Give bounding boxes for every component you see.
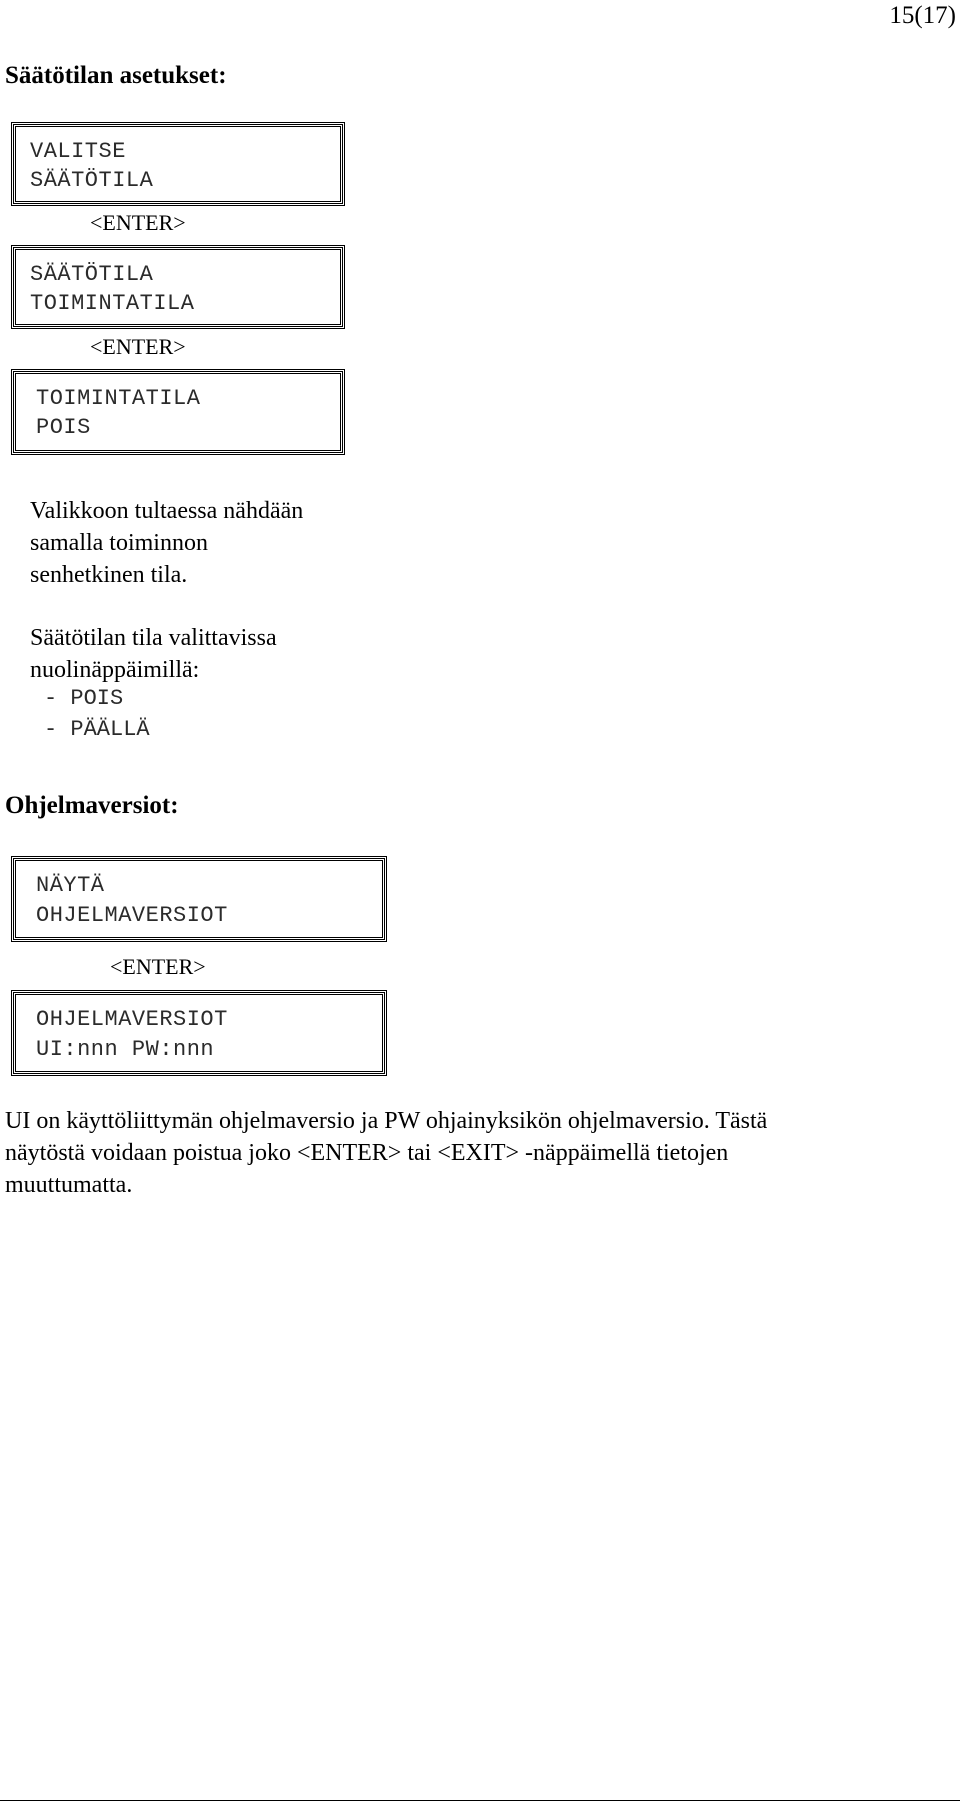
lcd-screen-valitse-saatotila [13, 124, 343, 204]
section-heading-ohjelmaversiot: Ohjelmaversiot: [5, 792, 179, 819]
lcd-line-1: NÄYTÄ [36, 873, 105, 898]
enter-key-label: <ENTER> [90, 334, 186, 359]
option-paalla: - PÄÄLLÄ [44, 717, 150, 742]
lcd-line-1: OHJELMAVERSIOT [36, 1007, 228, 1032]
description-line: UI on käyttöliittymän ohjelmaversio ja PW ohjainyksikön ohjelmaversio. Tästä [5, 1108, 768, 1134]
version-description [5, 1105, 955, 1201]
lcd-line-2: OHJELMAVERSIOT [36, 903, 228, 928]
enter-key-label: <ENTER> [90, 210, 186, 235]
lcd-line-1: VALITSE [30, 139, 126, 164]
note-line: samalla toiminnon [30, 530, 208, 556]
note-line: Säätötilan tila valittavissa [30, 625, 277, 651]
note-line: Valikkoon tultaessa nähdään [30, 498, 304, 524]
lcd-screen-toimintatila-pois [13, 371, 343, 453]
lcd-line-2: TOIMINTATILA [30, 291, 195, 316]
option-pois: - POIS [44, 686, 124, 711]
page-number: 15(17) [889, 2, 956, 29]
enter-key-label: <ENTER> [110, 954, 206, 979]
note-line: senhetkinen tila. [30, 562, 188, 588]
description-line: näytöstä voidaan poistua joko <ENTER> tai <EXIT> -näppäimellä tietojen [5, 1140, 729, 1166]
footer-rule [0, 1800, 960, 1801]
lcd-screen-nayta-ohjelmaversiot [13, 858, 385, 940]
lcd-screen-ohjelmaversiot-ui-pw [13, 992, 385, 1074]
note-current-state [30, 495, 303, 591]
lcd-line-2: SÄÄTÖTILA [30, 168, 154, 193]
lcd-screen-saatotila-toimintatila [13, 247, 343, 327]
description-line: muuttumatta. [5, 1172, 133, 1198]
lcd-line-1: SÄÄTÖTILA [30, 262, 154, 287]
lcd-line-2: POIS [36, 415, 91, 440]
section-heading-saatotila: Säätötilan asetukset: [5, 62, 227, 89]
note-line: nuolinäppäimillä: [30, 657, 200, 683]
note-arrow-keys [30, 622, 277, 686]
lcd-line-1: TOIMINTATILA [36, 386, 201, 411]
lcd-line-2: UI:nnn PW:nnn [36, 1037, 215, 1062]
